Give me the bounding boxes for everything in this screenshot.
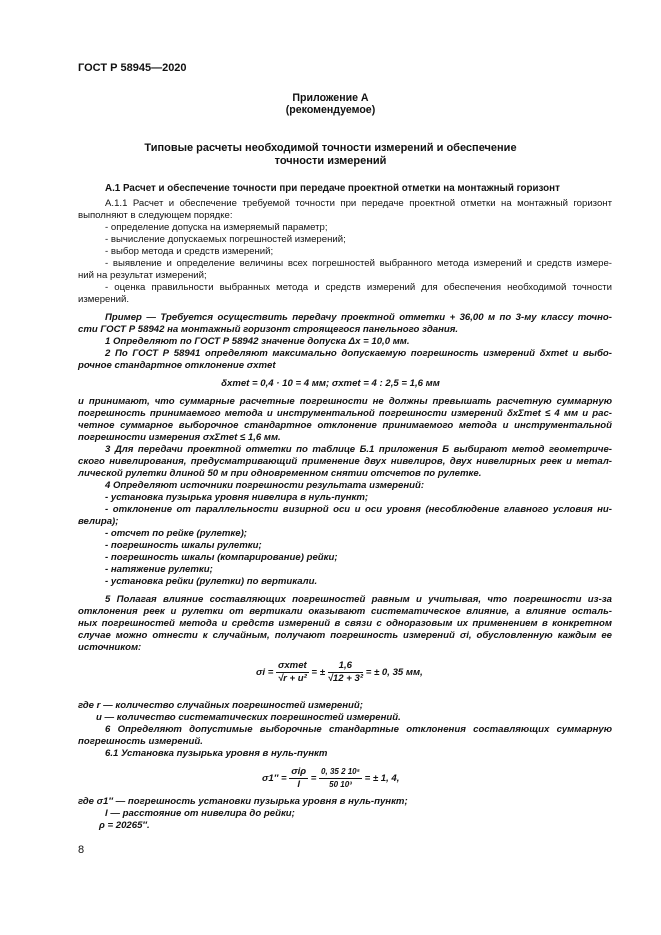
paragraph-line: выполняют в следующем порядке: [78, 210, 233, 221]
formula-1: δxmet = 0,4 · 10 = 4 мм; σxmet = 4 : 2,5 = 1,6 мм [221, 378, 440, 389]
formula-3-numerator-1: σiρ [291, 766, 307, 777]
example-line: погрешность принимаемого метода и инструментальной погрешности измерений δxΣmet ≤ 4 мм и рас- [78, 408, 612, 419]
document-code: ГОСТ Р 58945—2020 [78, 62, 187, 74]
formula-2-numerator-1: σxmet [277, 660, 307, 671]
list-item: - вычисление допускаемых погрешностей измерений; [105, 234, 346, 245]
source-list-item: - погрешность шкалы (компарирование) рейки; [105, 552, 338, 563]
list-item: - выбор метода и средств измерений; [105, 246, 274, 257]
where-line: u — количество систематических погрешностей измерений. [96, 712, 401, 723]
appendix-subtitle: (рекомендуемое) [285, 104, 376, 116]
example-line: отклонения реек и рулетки от вертикали оказывают систематическое влияние, а влияние осталь- [78, 606, 612, 617]
source-list-item: - отсчет по рейке (рулетке); [105, 528, 247, 539]
where-line: где σ1″ — погрешность установки пузырька уровня в нуль-пункт; [78, 796, 408, 807]
example-line: 3 Для передачи проектной отметки по таблице Б.1 приложения Б выбирают метод геометриче- [105, 444, 612, 455]
where-line: где r — количество случайных погрешностей измерений; [78, 700, 363, 711]
list-item: - определение допуска на измеряемый параметр; [105, 222, 328, 233]
source-list-item: - установка рейки (рулетки) по вертикали. [105, 576, 318, 587]
heading-line-2: точности измерений [274, 155, 387, 167]
formula-3-rhs: = ± 1, 4, [364, 773, 400, 785]
example-line: 5 Полагая влияние составляющих погрешностей равным и учитывая, что погрешности из-за [105, 594, 612, 605]
example-line: ных погрешностей метода и средств измерений в связи с одноразовым их применением в конкретном [78, 618, 612, 629]
example-line: погрешность измерений. [78, 736, 203, 747]
formula-3 [262, 766, 399, 791]
page-number: 8 [78, 844, 85, 856]
example-line: случае можно отнести к случайным, получают погрешность измерений σi, обусловленную каждым ее [78, 630, 612, 641]
heading-line-1: Типовые расчеты необходимой точности измерений и обеспечение [144, 142, 517, 154]
example-line: 6 Определяют допустимые выборочные стандартные отклонения составляющих суммарную [105, 724, 612, 735]
source-list-item: велира); [78, 516, 119, 527]
formula-2-denominator-2: √12 + 3² [327, 673, 364, 684]
example-line: источником: [78, 642, 142, 653]
formula-2-lhs: σi = [256, 667, 274, 679]
list-item-continuation: ний на результат измерений; [78, 270, 207, 281]
example-line: Пример — Требуется осуществить передачу проектной отметки + 36,00 м по 3-му классу точно- [105, 312, 612, 323]
example-line: 4 Определяют источники погрешности результата измерений: [105, 480, 425, 491]
example-line: четное суммарное выборочное стандартное отклонение принимаемого метода и инструментальной [78, 420, 612, 431]
formula-3-denominator-2: 50 10³ [329, 780, 352, 789]
example-line: сти ГОСТ Р 58942 на монтажный горизонт строящегося панельного здания. [78, 324, 459, 335]
formula-3-denominator-1: l [297, 779, 300, 790]
where-line: l — расстояние от нивелира до рейки; [105, 808, 295, 819]
example-line: погрешности измерения σxΣmet ≤ 1,6 мм. [78, 432, 281, 443]
list-item: - оценка правильности выбранных метода и средств измерений для обеспечения необходимой точности [105, 282, 612, 293]
source-list-item: - погрешность шкалы рулетки; [105, 540, 262, 551]
example-line: и принимают, что суммарные расчетные погрешности не должны превышать расчетную суммарную [78, 396, 612, 407]
formula-2-numerator-2: 1,6 [328, 660, 363, 673]
example-line: 2 По ГОСТ Р 58941 определяют максимально допускаемую погрешность измерений δxmet и выбо- [105, 348, 612, 359]
formula-2-denominator-1: √r + u² [277, 673, 307, 684]
list-item: - выявление и определение величины всех погрешностей выбранного метода измерений и средств измере- [105, 258, 612, 269]
formula-2-mid: = ± [311, 667, 325, 679]
example-line: 6.1 Установка пузырька уровня в нуль-пункт [105, 748, 328, 759]
formula-2-rhs: = ± 0, 35 мм, [365, 667, 423, 679]
paragraph-line: А.1.1 Расчет и обеспечение требуемой точности при передаче проектной отметки на монтажный горизонт [105, 198, 612, 209]
example-line: ского нивелирования, предусматривающий применение двух нивелиров, двух нивелирных реек и метал- [78, 456, 612, 467]
formula-2 [256, 660, 423, 685]
formula-3-lhs: σ1″ = [262, 773, 287, 785]
formula-3-numerator-2: 0, 35 2 10⁵ [319, 766, 362, 779]
list-item-continuation: измерений. [78, 294, 130, 305]
where-line: ρ = 20265″. [99, 820, 150, 831]
example-line: лической рулетки длиной 50 м при одновременном снятии отсчетов по рулетке. [78, 468, 482, 479]
section-title: А.1 Расчет и обеспечение точности при передаче проектной отметки на монтажный горизонт [105, 183, 560, 194]
source-list-item: - отклонение от параллельности визирной оси и оси уровня (несоблюдение главного условия ни- [105, 504, 612, 515]
source-list-item: - установка пузырька уровня нивелира в нуль-пункт; [105, 492, 369, 503]
example-line: 1 Определяют по ГОСТ Р 58942 значение допуска Δx = 10,0 мм. [105, 336, 410, 347]
source-list-item: - натяжение рулетки; [105, 564, 213, 575]
appendix-title: Приложение А [292, 92, 369, 104]
example-line: рочное стандартное отклонение σxmet [78, 360, 276, 371]
formula-3-mid: = [310, 773, 317, 785]
